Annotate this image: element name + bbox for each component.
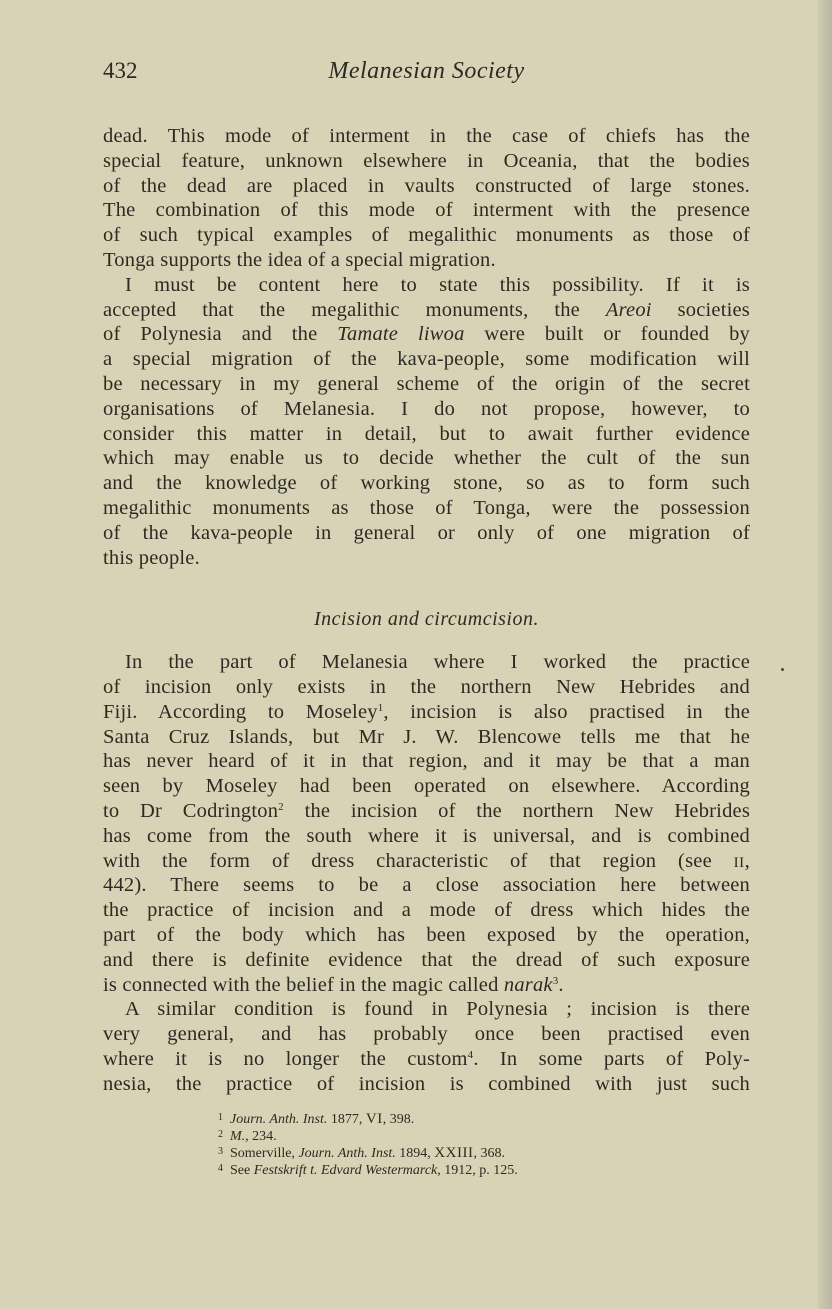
text-run: . xyxy=(558,973,564,996)
footnote-number: 1 xyxy=(218,1112,223,1123)
italic-text: Journ. Anth. Inst. xyxy=(230,1112,328,1127)
text-run: nesia, the practice of incision is combined with just such xyxy=(103,1072,750,1095)
text-run: A similar condition is found in Polynesia ; incision is there xyxy=(125,998,750,1021)
text-run: seen by Moseley had been operated on elsewhere. According xyxy=(103,775,750,798)
text-line xyxy=(103,948,750,973)
text-run: I must be content here to state this possibility. If it is xyxy=(125,273,750,296)
text-run: 1877, xyxy=(327,1112,366,1127)
text-run: , incision is also practised in the xyxy=(383,700,750,723)
text-run: See xyxy=(230,1163,254,1178)
text-line xyxy=(103,223,750,248)
text-line xyxy=(103,298,750,323)
text-run: II xyxy=(733,854,745,871)
footnote-reference: 1 xyxy=(377,701,384,714)
footnote xyxy=(218,1160,518,1177)
text-run: . In some parts of Poly- xyxy=(473,1047,750,1070)
margin-speck xyxy=(781,668,784,671)
text-line xyxy=(103,898,750,923)
text-line xyxy=(103,149,750,174)
text-line xyxy=(103,799,750,824)
text-run: VI xyxy=(365,1111,383,1127)
text-run: accepted that the megalithic monuments, the xyxy=(103,298,606,321)
text-run: , xyxy=(744,849,750,872)
text-line xyxy=(103,1047,750,1072)
text-line xyxy=(103,873,750,898)
paragraph-block-1 xyxy=(103,124,750,570)
text-run: where it is no longer the custom xyxy=(103,1047,468,1070)
text-run: consider this matter in detail, but to await further evidence xyxy=(103,422,750,445)
text-line xyxy=(103,422,750,447)
italic-text: Tamate liwoa xyxy=(337,323,465,346)
footnote xyxy=(218,1126,518,1143)
paragraph-block-2 xyxy=(103,650,750,1096)
text-line xyxy=(103,725,750,750)
text-run: In the part of Melanesia where I worked the practice xyxy=(125,651,750,674)
text-line xyxy=(103,347,750,372)
text-line xyxy=(103,849,750,874)
text-run: , 234. xyxy=(245,1129,277,1144)
text-run: of the dead are placed in vaults constructed of large stones. xyxy=(103,174,750,197)
text-run: 442). There seems to be a close association here between xyxy=(103,874,750,897)
text-run: were built or founded by xyxy=(464,323,750,346)
text-line xyxy=(103,174,750,199)
text-line xyxy=(103,997,750,1022)
text-run: has never heard of it in that region, and it may be that a man xyxy=(103,750,750,773)
text-run: , 1912, p. 125. xyxy=(437,1163,518,1178)
text-line xyxy=(103,322,750,347)
text-run: megalithic monuments as those of Tonga, were the possession xyxy=(103,496,750,519)
text-run: which may enable us to decide whether the cult of the sun xyxy=(103,447,750,470)
text-line xyxy=(103,1022,750,1047)
text-run: with the form of dress characteristic of that region (see xyxy=(103,849,734,872)
running-header xyxy=(103,58,750,88)
italic-text: narak xyxy=(503,973,553,996)
text-run: societies xyxy=(651,298,750,321)
page-body xyxy=(103,124,750,1096)
italic-text: Areoi xyxy=(605,298,652,321)
text-line xyxy=(103,397,750,422)
text-run: the practice of incision and a mode of dress which hides the xyxy=(103,899,750,922)
footnotes xyxy=(218,1109,518,1177)
italic-text: M. xyxy=(230,1129,246,1144)
text-run: a special migration of the kava-people, some modification will xyxy=(103,348,750,371)
text-line xyxy=(103,774,750,799)
text-run: this people. xyxy=(103,546,200,569)
page-edge-shadow xyxy=(818,0,832,1309)
text-line xyxy=(103,124,750,149)
text-run: to Dr Codrington xyxy=(103,799,279,822)
text-run: of incision only exists in the northern New Hebrides and xyxy=(103,675,750,698)
text-line xyxy=(103,824,750,849)
text-line xyxy=(103,273,750,298)
footnote-number: 3 xyxy=(218,1146,223,1157)
text-run: of such typical examples of megalithic monuments as those of xyxy=(103,224,750,247)
footnote-reference: 2 xyxy=(278,800,284,813)
text-run: dead. This mode of interment in the case of chiefs has the xyxy=(103,125,750,147)
section-heading: Incision and circumcision. xyxy=(313,608,539,631)
text-run: special feature, unknown elsewhere in Oceania, that the bodies xyxy=(103,149,750,172)
text-run: of the kava-people in general or only of one migration of xyxy=(103,521,750,544)
text-line xyxy=(103,546,750,571)
text-run: Somerville, xyxy=(230,1146,299,1161)
text-line xyxy=(103,521,750,546)
italic-text: Journ. Anth. Inst. xyxy=(298,1146,396,1161)
text-run: is connected with the belief in the magic called xyxy=(103,973,504,996)
text-line xyxy=(103,675,750,700)
text-run: 1894, xyxy=(395,1146,435,1161)
text-line xyxy=(103,650,750,675)
footnote xyxy=(218,1143,518,1160)
text-line xyxy=(103,749,750,774)
text-line xyxy=(103,446,750,471)
text-run: be necessary in my general scheme of the origin of the secret xyxy=(103,372,750,395)
running-title: Melanesian Society xyxy=(328,58,525,84)
text-run: The combination of this mode of interment with the presence xyxy=(103,199,750,222)
text-line xyxy=(103,923,750,948)
text-run: XXIII xyxy=(434,1145,474,1161)
text-run: part of the body which has been exposed by the operation, xyxy=(103,923,750,946)
text-run: the incision of the northern New Hebrides xyxy=(283,799,750,822)
text-line xyxy=(103,372,750,397)
text-run: of Polynesia and the xyxy=(103,323,338,346)
text-run: and the knowledge of working stone, so as to form such xyxy=(103,472,750,495)
text-line xyxy=(103,700,750,725)
text-line xyxy=(103,198,750,223)
text-run: Fiji. According to Moseley xyxy=(103,700,378,723)
text-run: Tonga supports the idea of a special migration. xyxy=(103,248,496,271)
footnote-number: 2 xyxy=(218,1129,223,1140)
footnote xyxy=(218,1109,518,1126)
text-run: organisations of Melanesia. I do not propose, however, to xyxy=(103,397,750,420)
text-run: has come from the south where it is universal, and is combined xyxy=(103,824,750,847)
page-number: 432 xyxy=(103,58,138,83)
text-line xyxy=(103,496,750,521)
footnote-number: 4 xyxy=(218,1163,223,1174)
italic-text: Festskrift t. Edvard Westermarck xyxy=(253,1163,438,1178)
text-run: , 368. xyxy=(473,1146,505,1161)
text-run: , 398. xyxy=(382,1112,415,1127)
text-line xyxy=(103,248,750,273)
text-run: very general, and has probably once been practised even xyxy=(103,1023,750,1046)
footnote-reference: 3 xyxy=(552,974,559,987)
text-run: Santa Cruz Islands, but Mr J. W. Blencowe tells me that he xyxy=(103,725,750,748)
text-run: and there is definite evidence that the dread of such exposure xyxy=(103,948,750,971)
text-line xyxy=(103,1072,750,1097)
text-line xyxy=(103,973,750,998)
footnote-reference: 4 xyxy=(467,1048,474,1061)
text-line xyxy=(103,471,750,496)
